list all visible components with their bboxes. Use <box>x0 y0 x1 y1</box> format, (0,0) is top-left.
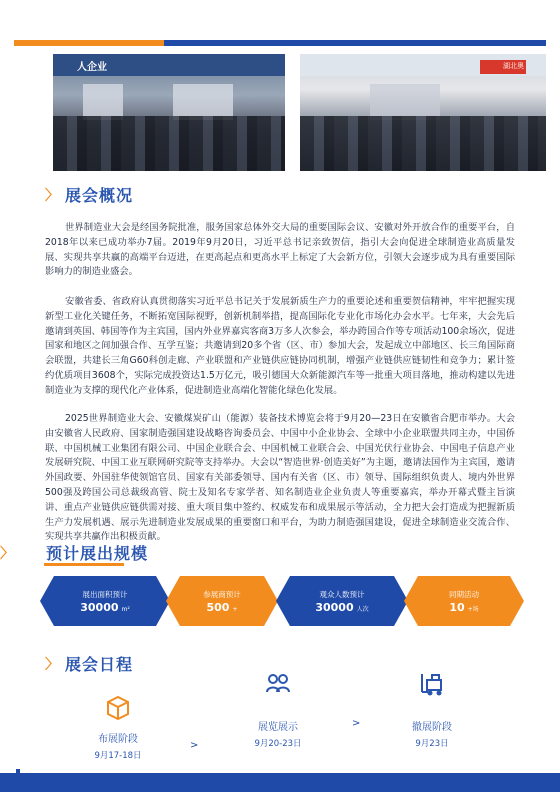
metric-area <box>40 576 170 626</box>
header-bar-accent <box>14 40 164 46</box>
footer-bar <box>0 773 560 792</box>
forklift-icon <box>418 670 446 698</box>
booth-shape <box>83 84 123 120</box>
metric-value: 30000 人次 <box>315 601 369 614</box>
metric-label: 同期活动 <box>449 590 479 599</box>
overview-paragraph-1: 世界制造业大会是经国务院批准，服务国家总体外交大局的重要国际会议、安徽对外开放合作的重要平台，自2018年以来已成功举办7届。2019年9月20日，习近平总书记亲致贺信，指引大会向促进全球制造业高质量发展、实现共享共赢的高端平台迈进，在更高起点和更高水平上标定了大会新方位，引领大会逐步成为具有重要国际影响力的制造业盛会。 <box>45 222 515 278</box>
metric-label: 展出面积预计 <box>82 590 128 599</box>
stage-name: 展览展示 <box>258 722 298 733</box>
scale-underline <box>44 563 124 566</box>
stage-date: 9月23日 <box>415 739 449 749</box>
booth-shape <box>370 84 440 120</box>
metric-value: 500 + <box>206 601 238 614</box>
photo-sign-text: 人企业 <box>77 62 107 73</box>
schedule-arrow-icon: > <box>352 718 361 729</box>
schedule-heading <box>45 652 133 675</box>
exhibition-photo-left <box>53 54 285 171</box>
schedule-arrow-icon: > <box>190 740 199 751</box>
scale-heading <box>0 541 148 564</box>
metric-activities <box>404 576 524 626</box>
scale-metrics <box>40 576 524 626</box>
schedule-stage-teardown <box>372 670 492 749</box>
cube-icon <box>104 694 132 722</box>
stage-name: 撤展阶段 <box>412 722 452 733</box>
overview-paragraph-2: 安徽省委、省政府认真贯彻落实习近平总书记关于发展新质生产力的重要论述和重要贺信精神，牢牢把握实现新型工业化关键任务，不断拓宽国际视野，创新机制举措，提高国际化专业化市场化办会水平。七年来，大会先后邀请到英国、韩国等作为主宾国，国内外业界嘉宾客商3万多人次参会，举办跨国合作等专项活动100余场次，促进国家和地区之间加强合作、互学互鉴；共邀请到20多个省（区、市）参加大会，发起成立中部地区、长三角国际商会联盟，共建长三角G60科创走廊、产业联盟和产业链供应链协同机制，增强产业链供应链韧性和竞争力；累计签约优质项目3608个，实际完成投资达1.5万亿元，吸引德国大众新能源汽车等一批重大项目落地，推动构建以先进制造业为支撑的现代化产业体系，促进制造业高端化智能化绿色化发展。 <box>45 296 515 396</box>
schedule-stage-exhibition <box>218 670 338 749</box>
booth-shape <box>173 84 233 120</box>
overview-paragraph-3: 2025世界制造业大会、安徽煤炭矿山（能源）装备技术博览会将于9月20—23日在安徽省合肥市举办。大会由安徽省人民政府、国家制造强国建设战略咨询委员会、中国中小企业协会、全球中小企业联盟共同主办，中国侨联、中国机械工业集团有限公司、中国企业联合会、中国机械工业联合会、中国光伏行业协会、中国电子信息产业发展研究院、中国工业互联网研究院等支持举办。大会以“智造世界·创造美好”为主题，邀请法国作为主宾国，邀请外国政要、外国驻华使领馆官员、国家有关部委领导、国内有关省（区、市）领导、国际组织负责人、境内外世界500强及跨国公司总裁级高管、院士及知名专家学者、知名制造业企业负责人等重要嘉宾，举办开幕式暨主旨演讲、重点产业链供应链供需对接、重大项目集中签约、权威发布和成果展示等活动，全力把大会打造成为把握新质生产力发展机遇、展示先进制造业发展成果的重要窗口和平台，为助力制造强国建设，促进全球制造业交流合作、实现共享共赢作出积极贡献。 <box>45 413 515 543</box>
schedule-stage-setup <box>58 694 178 761</box>
overview-title: 展会概况 <box>65 186 134 205</box>
crowd-shape <box>53 116 285 171</box>
exhibition-photo-right <box>300 54 546 171</box>
stage-date: 9月17-18日 <box>94 751 142 761</box>
metric-label: 参展商预计 <box>203 590 241 599</box>
metric-label: 观众人数预计 <box>319 590 365 599</box>
schedule-title: 展会日程 <box>65 655 134 674</box>
metric-visitors <box>276 576 408 626</box>
stage-date: 9月20-23日 <box>254 739 302 749</box>
stage-name: 布展阶段 <box>98 734 138 745</box>
chevron-right-icon: 〉 <box>45 187 59 204</box>
overview-heading <box>45 183 133 206</box>
chevron-right-icon: 〉 <box>0 545 14 562</box>
metric-exhibitors <box>166 576 278 626</box>
people-icon <box>264 670 292 698</box>
metric-value: 10 +场 <box>449 601 479 614</box>
metric-value: 30000 m² <box>80 601 130 614</box>
scale-title: 预计展出规模 <box>46 544 149 563</box>
crowd-shape <box>300 116 546 171</box>
photo-sign-text: 湖北奥 <box>503 62 524 70</box>
chevron-right-icon: 〉 <box>45 656 59 673</box>
